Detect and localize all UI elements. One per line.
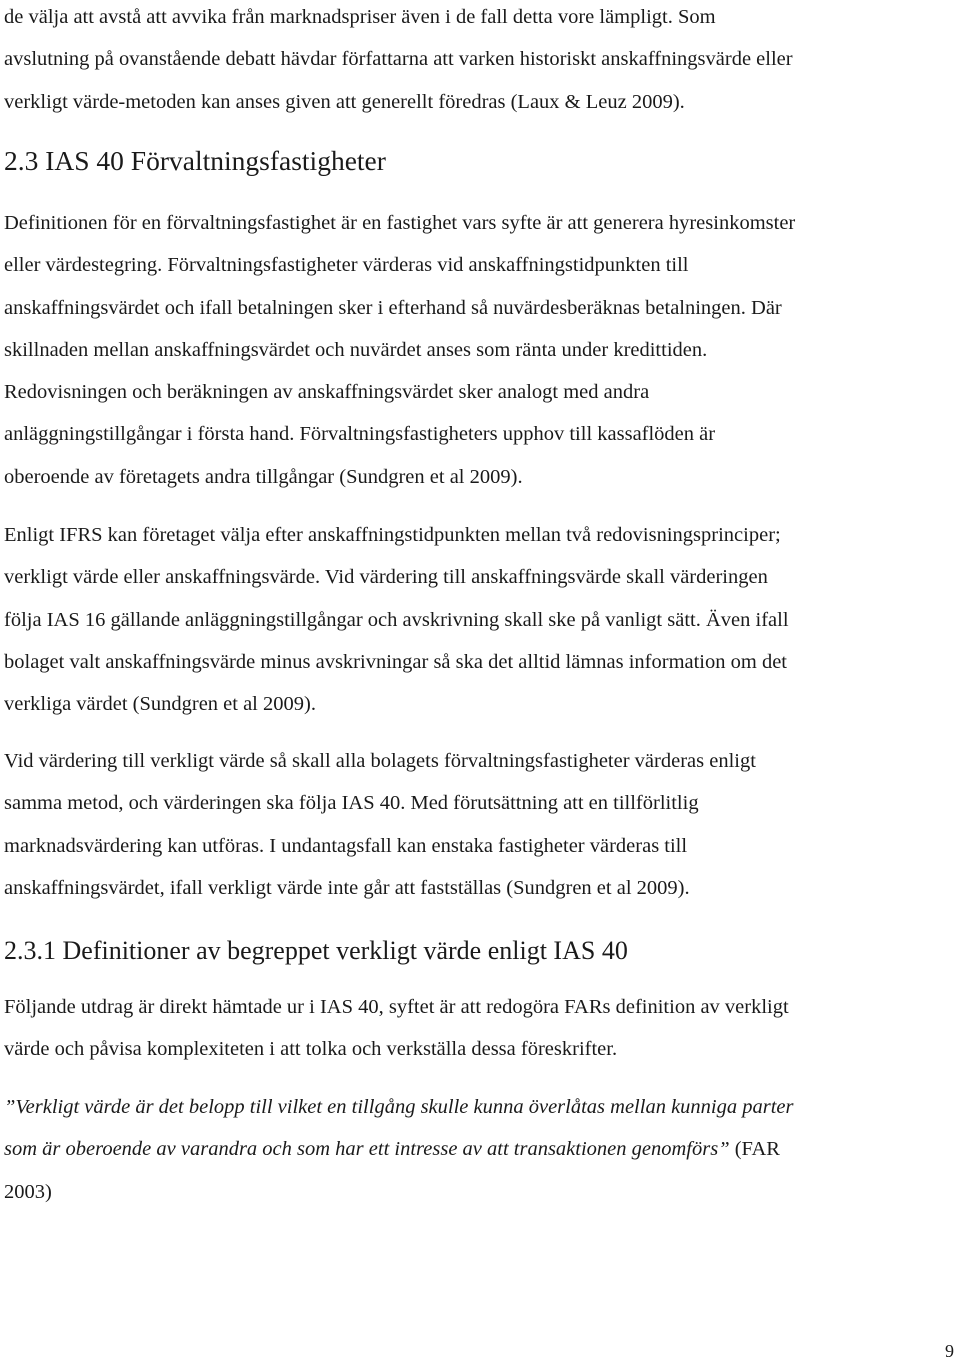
text-line: eller värdestegring. Förvaltningsfastigheter värderas vid anskaffningstidpunkten till (4, 254, 689, 277)
text-line: anskaffningsvärdet och ifall betalningen sker i efterhand så nuvärdesberäknas betalningen. Där (4, 296, 782, 319)
text-line: anskaffningsvärdet, ifall verkligt värde inte går att fastställas (Sundgren et al 2009). (4, 876, 690, 899)
text-line: avslutning på ovanstående debatt hävdar författarna att varken historiskt anskaffningsvärde eller (4, 48, 793, 71)
text-line: de välja att avstå att avvika från marknadspriser även i de fall detta vore lämpligt. Som (4, 6, 716, 28)
text-line: följa IAS 16 gällande anläggningstillgångar och avskrivning skall ske på vanligt sätt. Även ifall (4, 608, 789, 631)
paragraph (4, 202, 956, 498)
text-line: Följande utdrag är direkt hämtade ur i IAS 40, syftet är att redogöra FARs definition av verkligt (4, 996, 789, 1018)
paragraph (4, 740, 956, 909)
text-line: Redovisningen och beräkningen av anskaffningsvärdet sker analogt med andra (4, 381, 650, 404)
text-line: skillnaden mellan anskaffningsvärdet och nuvärdet anses som ränta under kredittiden. (4, 338, 708, 361)
subsection-heading: 2.3.1 Definitioner av begreppet verkligt värde enligt IAS 40 (4, 936, 628, 965)
paragraph (4, 514, 956, 725)
page-number: 9 (945, 1341, 954, 1361)
text-line: Definitionen för en förvaltningsfastighet är en fastighet vars syfte är att generera hyresinkomster (4, 212, 796, 234)
quote-text: som är oberoende av varandra och som har ett intresse av att transaktionen genomförs” (4, 1138, 730, 1161)
citation: (FAR (729, 1138, 780, 1161)
text-line: bolaget valt anskaffningsvärde minus avskrivningar så ska det alltid lämnas information om det (4, 650, 787, 673)
text-line: Vid värdering till verkligt värde så skall alla bolagets förvaltningsfastigheter värderas enligt (4, 750, 756, 772)
text-line: oberoende av företagets andra tillgångar (Sundgren et al 2009). (4, 465, 523, 488)
text-line: värde och påvisa komplexiteten i att tolka och verkställa dessa föreskrifter. (4, 1038, 618, 1061)
citation: 2003) (4, 1180, 52, 1203)
quote-line (4, 1128, 956, 1170)
intro-paragraph (4, 0, 956, 123)
text-line: verkligt värde eller anskaffningsvärde. Vid värdering till anskaffningsvärde skall värderingen (4, 566, 768, 589)
section-heading: 2.3 IAS 40 Förvaltningsfastigheter (4, 145, 386, 176)
text-line: verkliga värdet (Sundgren et al 2009). (4, 693, 316, 716)
quote-line (4, 1086, 956, 1128)
block-quote (4, 1086, 956, 1213)
paragraph (4, 986, 956, 1071)
text-line: verkligt värde-metoden kan anses given att generellt föredras (Laux & Leuz 2009). (4, 90, 685, 113)
text-line: Enligt IFRS kan företaget välja efter anskaffningstidpunkten mellan två redovisningsprinciper; (4, 524, 781, 546)
text-line: samma metod, och värderingen ska följa IAS 40. Med förutsättning att en tillförlitlig (4, 792, 699, 815)
quote-text: ”Verkligt värde är det belopp till vilket en tillgång skulle kunna överlåtas mellan kunniga parter (4, 1096, 794, 1118)
text-line: marknadsvärdering kan utföras. I undantagsfall kan enstaka fastigheter värderas till (4, 834, 688, 857)
text-line: anläggningstillgångar i första hand. Förvaltningsfastigheters upphov till kassaflöden är (4, 423, 716, 446)
